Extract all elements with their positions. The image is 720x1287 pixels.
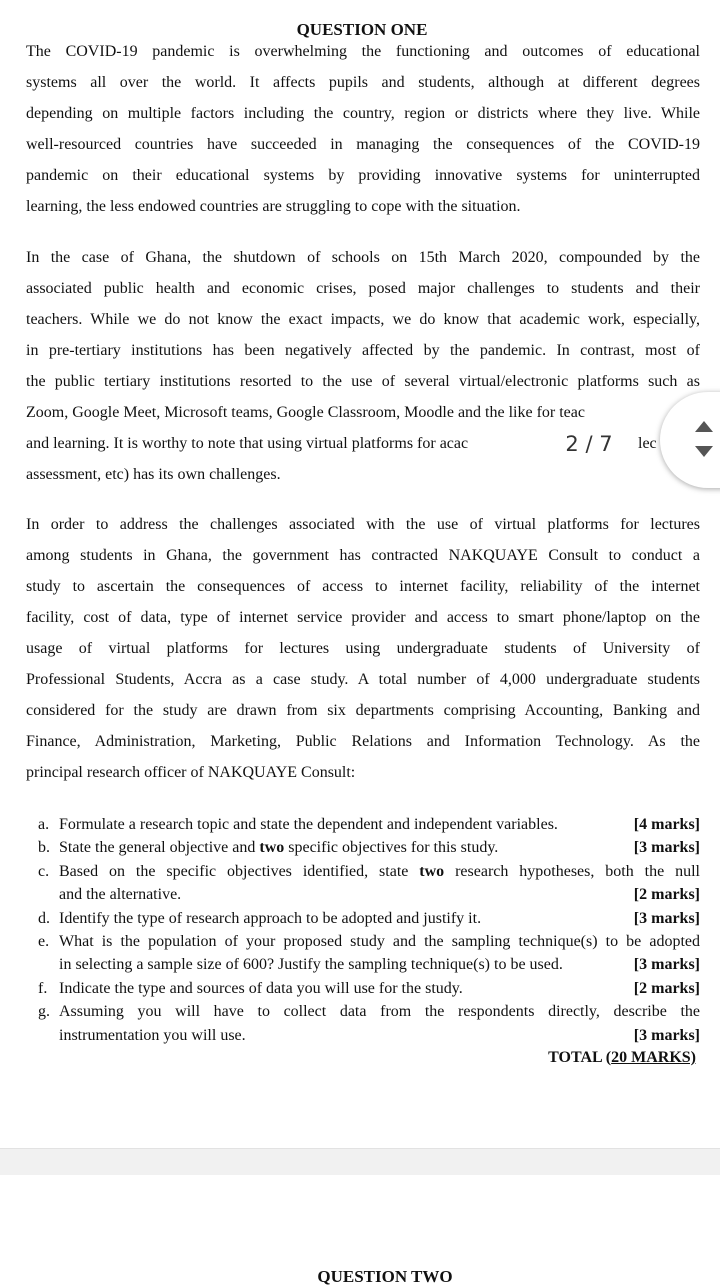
- emphasis: two: [419, 862, 445, 880]
- question-text: Indicate the type and sources of data you will use for the study.: [59, 979, 463, 997]
- question-title: QUESTION ONE: [296, 20, 428, 39]
- text-line: The COVID-19 pandemic is overwhelming the functioning and outcomes of educational: [26, 43, 700, 60]
- question-item-b: [38, 836, 700, 859]
- text-line: principal research officer of NAKQUAYE Consult:: [26, 764, 356, 781]
- question-label: d.: [38, 909, 50, 927]
- document-page-2: [0, 1175, 720, 1286]
- text-line: among students in Ghana, the government has contracted NAKQUAYE Consult to conduct a: [26, 547, 700, 564]
- text-line: pandemic on their educational systems by providing innovative systems for uninterrupted: [26, 167, 700, 184]
- question-marks: [3 marks]: [633, 1026, 700, 1044]
- arrow-up-icon[interactable]: [695, 421, 713, 432]
- paragraph-study: [26, 509, 700, 788]
- question-label: f.: [38, 979, 48, 997]
- question-text: Formulate a research topic and state the dependent and independent variables.: [59, 816, 558, 833]
- question-text: instrumentation you will use.: [59, 1026, 246, 1044]
- text-line: facility, cost of data, type of internet service provider and access to smart phone/laptop on the: [26, 609, 700, 626]
- question-label: g.: [38, 1003, 50, 1021]
- text-line: In the case of Ghana, the shutdown of schools on 15th March 2020, compounded by the: [26, 249, 700, 266]
- question-text: in selecting a sample size of 600? Justify the sampling technique(s) to be used.: [59, 956, 563, 974]
- text-line: well-resourced countries have succeeded in managing the consequences of the COVID-19: [26, 136, 700, 153]
- text-line: Finance, Administration, Marketing, Public Relations and Information Technology. As the: [26, 733, 700, 750]
- text-run: Based on the specific objectives identified, state: [59, 862, 420, 880]
- question-item-g: [38, 1000, 700, 1047]
- question-marks: [4 marks]: [633, 816, 700, 833]
- text-run: specific objectives for this study.: [284, 839, 499, 857]
- question-label: b.: [38, 839, 50, 857]
- text-line: in pre-tertiary institutions has been negatively affected by the pandemic. In contrast, most of: [26, 342, 700, 359]
- text-line: depending on multiple factors including the country, region or districts where they live. While: [26, 105, 700, 122]
- total-marks: [548, 1049, 696, 1067]
- question-text: [59, 860, 700, 883]
- text-line: the public tertiary institutions resorted to the use of several virtual/electronic platforms such as: [26, 373, 700, 390]
- question-list: [38, 813, 700, 1047]
- question-item-e: [38, 930, 700, 977]
- arrow-down-icon[interactable]: [695, 446, 713, 457]
- text-line: considered for the study are drawn from six departments comprising Accounting, Banking and: [26, 702, 700, 719]
- text-line: associated public health and economic crises, posed major challenges to students and their: [26, 280, 700, 297]
- text-line: In order to address the challenges associated with the use of virtual platforms for lectures: [26, 516, 700, 533]
- text-line: Professional Students, Accra as a case study. A total number of 4,000 undergraduate students: [26, 671, 700, 688]
- question-text: [59, 836, 498, 859]
- text-line: learning, the less endowed countries are struggling to cope with the situation.: [26, 198, 521, 215]
- question-item-a: [38, 813, 700, 836]
- total-underlined: 20 MARKS): [611, 1049, 696, 1066]
- question-text: Assuming you will have to collect data from the respondents directly, describe the: [59, 1003, 700, 1021]
- question-item-f: [38, 977, 700, 1000]
- text-line: Zoom, Google Meet, Microsoft teams, Google Classroom, Moodle and the like for teac: [26, 404, 585, 421]
- text-run: State the general objective and: [59, 839, 260, 857]
- total-prefix: TOTAL (: [548, 1049, 612, 1066]
- question-text: and the alternative.: [59, 886, 182, 904]
- question-marks: [3 marks]: [633, 909, 700, 927]
- question-label: e.: [38, 933, 50, 951]
- question-marks: [3 marks]: [633, 839, 700, 857]
- text-line: systems all over the world. It affects pupils and students, although at different degrees: [26, 74, 700, 91]
- page-separator: [0, 1148, 720, 1176]
- text-line: teachers. While we do not know the exact impacts, we do know that academic work, especially,: [26, 311, 700, 328]
- text-line: assessment, etc) has its own challenges.: [26, 466, 281, 483]
- page-indicator: 2 / 7: [546, 426, 632, 462]
- question-text: Identify the type of research approach to be adopted and justify it.: [59, 909, 482, 927]
- text-line: study to ascertain the consequences of access to internet facility, reliability of the internet: [26, 578, 700, 595]
- question-text: What is the population of your proposed study and the sampling technique(s) to be adopted: [59, 933, 700, 951]
- paragraph-intro: [26, 36, 700, 222]
- text-line-tail: lec: [638, 435, 657, 452]
- emphasis: two: [259, 839, 285, 857]
- question-item-d: [38, 907, 700, 930]
- next-question-title: QUESTION TWO: [317, 1267, 453, 1286]
- text-run: research hypotheses, both the null: [444, 862, 700, 880]
- question-marks: [2 marks]: [633, 979, 700, 997]
- text-line-head: and learning. It is worthy to note that using virtual platforms for acac: [26, 435, 469, 452]
- question-marks: [2 marks]: [633, 886, 700, 904]
- question-label: a.: [38, 816, 50, 833]
- question-item-c: [38, 860, 700, 907]
- question-label: c.: [38, 862, 50, 880]
- question-marks: [3 marks]: [633, 956, 700, 974]
- text-line: usage of virtual platforms for lectures using undergraduate students of University of: [26, 640, 700, 657]
